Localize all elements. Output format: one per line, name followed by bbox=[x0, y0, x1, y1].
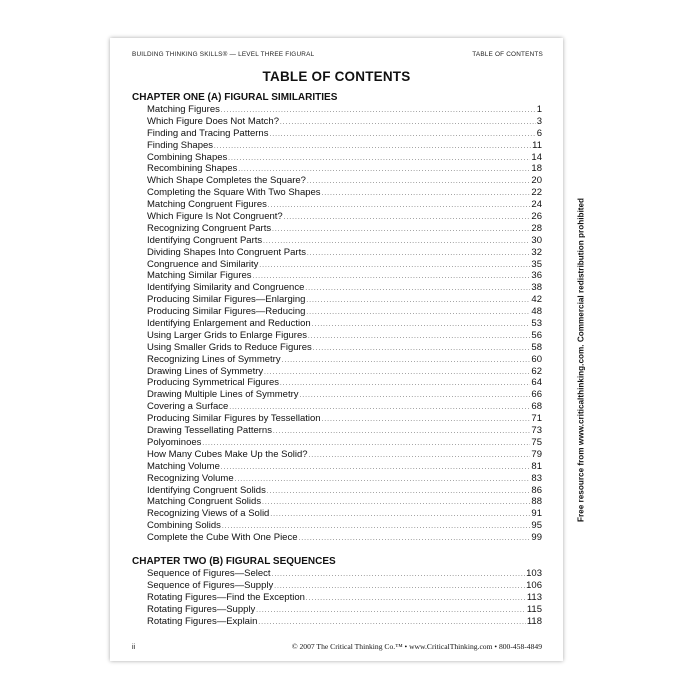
toc-entry-page: 103 bbox=[526, 568, 542, 579]
toc-entry-page: 79 bbox=[531, 448, 542, 460]
toc-entry-title: Matching Figures bbox=[147, 104, 220, 115]
dot-leader bbox=[299, 534, 531, 546]
toc-entry-title: Recognizing Volume bbox=[147, 472, 234, 484]
dot-leader bbox=[313, 344, 531, 356]
dot-leader bbox=[312, 320, 531, 332]
toc-entry bbox=[132, 532, 542, 544]
dot-leader bbox=[322, 189, 531, 201]
toc-entry bbox=[132, 354, 542, 366]
toc-entry-page: 3 bbox=[536, 115, 542, 127]
dot-leader bbox=[270, 510, 530, 522]
toc-entry-page: 28 bbox=[531, 222, 542, 234]
toc-entry-page: 71 bbox=[531, 413, 542, 425]
toc-entry-title: Which Figure Does Not Match? bbox=[147, 115, 279, 127]
toc-entry-title: Rotating Figures—Supply bbox=[147, 603, 256, 615]
toc-entry-title: How Many Cubes Make Up the Solid? bbox=[147, 448, 308, 460]
toc-entry-page: 32 bbox=[531, 246, 542, 258]
toc-entry-page: 18 bbox=[531, 163, 542, 175]
running-header bbox=[132, 51, 543, 58]
toc-entry-page: 73 bbox=[531, 425, 542, 437]
page-number: ii bbox=[132, 644, 136, 651]
toc-entry-page: 30 bbox=[531, 234, 542, 246]
toc-entry-title: Polyominoes bbox=[147, 436, 202, 448]
dot-leader bbox=[272, 570, 526, 582]
toc-entry-page: 36 bbox=[531, 270, 542, 282]
toc-entry bbox=[132, 401, 542, 413]
toc-entry-page: 115 bbox=[526, 603, 542, 615]
toc-entry-title: Drawing Multiple Lines of Symmetry bbox=[147, 389, 299, 401]
toc-entry-title: Sequence of Figures—Select bbox=[147, 568, 271, 579]
toc-entry bbox=[132, 377, 542, 389]
toc-entry-page: 118 bbox=[526, 615, 542, 627]
toc-entry-title: Combining Solids bbox=[147, 520, 221, 532]
toc-entry-title: Using Larger Grids to Enlarge Figures bbox=[147, 329, 307, 341]
toc-entry-title: Identifying Similarity and Congruence bbox=[147, 282, 305, 294]
toc-entry-title: Matching Congruent Solids bbox=[147, 496, 262, 508]
toc-entry-page: 88 bbox=[531, 496, 542, 508]
toc-entry-page: 64 bbox=[531, 377, 542, 389]
toc-entry-page: 22 bbox=[531, 187, 542, 199]
toc-entry bbox=[132, 342, 542, 354]
toc-entry-title: Producing Similar Figures by Tessellation bbox=[147, 413, 321, 425]
dot-leader bbox=[305, 284, 530, 296]
toc-entry-page: 91 bbox=[531, 508, 542, 520]
toc-entry bbox=[132, 235, 542, 247]
toc-entry bbox=[132, 175, 542, 187]
toc-entry-title: Matching Volume bbox=[147, 460, 220, 472]
toc-entry bbox=[132, 449, 542, 461]
toc-entry bbox=[132, 223, 542, 235]
toc-entry-page: 75 bbox=[531, 436, 542, 448]
toc-entry-page: 38 bbox=[531, 282, 542, 294]
toc-entry bbox=[132, 568, 542, 580]
toc-entry-title: Rotating Figures—Find the Exception bbox=[147, 591, 305, 603]
toc-entry-page: 35 bbox=[531, 258, 542, 270]
toc-entry bbox=[132, 152, 542, 164]
toc-entry-title: Covering a Surface bbox=[147, 401, 229, 413]
toc-entry-page: 1 bbox=[536, 104, 542, 115]
toc-entry-title: Which Shape Completes the Square? bbox=[147, 175, 306, 187]
toc-entry-page: 83 bbox=[531, 472, 542, 484]
toc-entry-page: 95 bbox=[531, 520, 542, 532]
dot-leader bbox=[307, 249, 530, 261]
dot-leader bbox=[284, 213, 531, 225]
toc-entry bbox=[132, 211, 542, 223]
toc-entry bbox=[132, 485, 542, 497]
dot-leader bbox=[214, 142, 531, 154]
toc-entry bbox=[132, 306, 542, 318]
toc-entry bbox=[132, 294, 542, 306]
running-header-right: TABLE OF CONTENTS bbox=[472, 51, 543, 58]
toc-entry bbox=[132, 425, 542, 437]
dot-leader bbox=[307, 177, 530, 189]
chapter-heading: CHAPTER ONE (A) FIGURAL SIMILARITIES bbox=[132, 92, 338, 103]
chapter-one-section bbox=[132, 91, 542, 544]
toc-entry-page: 14 bbox=[531, 151, 542, 163]
toc-entry-title: Using Smaller Grids to Reduce Figures bbox=[147, 341, 312, 353]
toc-entry bbox=[132, 461, 542, 473]
toc-entry bbox=[132, 247, 542, 259]
dot-leader bbox=[269, 130, 535, 142]
toc-entry-page: 53 bbox=[531, 318, 542, 330]
dot-leader bbox=[258, 618, 525, 630]
toc-entry-title: Drawing Tessellating Patterns bbox=[147, 425, 272, 437]
toc-entry-page: 58 bbox=[531, 341, 542, 353]
dot-leader bbox=[322, 415, 531, 427]
toc-entry-title: Combining Shapes bbox=[147, 151, 228, 163]
toc-entry-title: Recombining Shapes bbox=[147, 163, 238, 175]
dot-leader bbox=[300, 391, 531, 403]
toc-entry bbox=[132, 104, 542, 116]
dot-leader bbox=[274, 582, 525, 594]
toc-entry bbox=[132, 437, 542, 449]
toc-entry-title: Congruence and Similarity bbox=[147, 258, 259, 270]
dot-leader bbox=[308, 332, 530, 344]
toc-entry-title: Identifying Enlargement and Reduction bbox=[147, 318, 311, 330]
toc-entry bbox=[132, 616, 542, 628]
dot-leader bbox=[306, 594, 526, 606]
toc-entry bbox=[132, 508, 542, 520]
toc-entry bbox=[132, 163, 542, 175]
toc-entry bbox=[132, 128, 542, 140]
toc-entry bbox=[132, 580, 542, 592]
toc-entry bbox=[132, 140, 542, 152]
toc-entry bbox=[132, 187, 542, 199]
toc-entry-page: 42 bbox=[531, 294, 542, 306]
toc-entry-page: 99 bbox=[531, 532, 542, 544]
toc-entry-page: 81 bbox=[531, 460, 542, 472]
toc-entry-title: Identifying Congruent Parts bbox=[147, 234, 263, 246]
toc-entry-page: 106 bbox=[526, 579, 542, 591]
toc-entry-title: Matching Similar Figures bbox=[147, 270, 252, 282]
toc-entry-title: Sequence of Figures—Supply bbox=[147, 579, 274, 591]
chapter-heading: CHAPTER TWO (B) FIGURAL SEQUENCES bbox=[132, 556, 336, 567]
toc-entry-page: 26 bbox=[531, 211, 542, 223]
toc-entry-page: 113 bbox=[526, 591, 542, 603]
toc-entry-title: Rotating Figures—Explain bbox=[147, 615, 258, 627]
running-header-left: BUILDING THINKING SKILLS® — LEVEL THREE FIGURAL bbox=[132, 51, 315, 58]
toc-entry-title: Producing Similar Figures—Reducing bbox=[147, 306, 306, 318]
toc-entry-page: 24 bbox=[531, 199, 542, 211]
toc-entry bbox=[132, 389, 542, 401]
dot-leader bbox=[272, 225, 530, 237]
chapter-two-section bbox=[132, 555, 542, 627]
toc-entry bbox=[132, 330, 542, 342]
toc-entry bbox=[132, 520, 542, 532]
dot-leader bbox=[221, 463, 531, 475]
toc-entry-title: Recognizing Views of a Solid bbox=[147, 508, 270, 520]
toc-entry bbox=[132, 592, 542, 604]
toc-entry-title: Finding Shapes bbox=[147, 139, 214, 151]
toc-entry bbox=[132, 473, 542, 485]
toc-entry-page: 86 bbox=[531, 484, 542, 496]
redistribution-notice: Free resource from www.criticalthinking.com. Commercial redistribution prohibited bbox=[576, 197, 586, 523]
dot-leader bbox=[306, 296, 530, 308]
toc-entry bbox=[132, 318, 542, 330]
toc-entry-page: 66 bbox=[531, 389, 542, 401]
toc-entry-title: Completing the Square With Two Shapes bbox=[147, 187, 321, 199]
toc-entry bbox=[132, 199, 542, 211]
dot-leader bbox=[264, 368, 530, 380]
toc-entry-title: Producing Symmetrical Figures bbox=[147, 377, 279, 389]
dot-leader bbox=[228, 154, 530, 166]
toc-entry bbox=[132, 413, 542, 425]
toc-entry-page: 48 bbox=[531, 306, 542, 318]
dot-leader bbox=[262, 498, 530, 510]
dot-leader bbox=[267, 487, 531, 499]
dot-leader bbox=[259, 261, 530, 273]
dot-leader bbox=[273, 427, 530, 439]
dot-leader bbox=[282, 356, 531, 368]
toc-entry-page: 11 bbox=[532, 139, 542, 151]
toc-entry-title: Complete the Cube With One Piece bbox=[147, 532, 298, 544]
toc-entry bbox=[132, 604, 542, 616]
dot-leader bbox=[268, 201, 531, 213]
toc-entry-page: 6 bbox=[536, 127, 542, 139]
toc-entry-title: Producing Similar Figures—Enlarging bbox=[147, 294, 306, 306]
dot-leader bbox=[309, 451, 531, 463]
toc-entry-title: Finding and Tracing Patterns bbox=[147, 127, 269, 139]
copyright-footer: © 2007 The Critical Thinking Co.™ • www.CriticalThinking.com • 800-458-4849 bbox=[291, 642, 542, 651]
toc-entry-page: 56 bbox=[531, 329, 542, 341]
toc-entry-title: Identifying Congruent Solids bbox=[147, 484, 266, 496]
toc-entry-title: Drawing Lines of Symmetry bbox=[147, 365, 264, 377]
toc-entry-page: 20 bbox=[531, 175, 542, 187]
toc-entry bbox=[132, 259, 542, 271]
dot-leader bbox=[280, 118, 536, 130]
dot-leader bbox=[235, 475, 531, 487]
toc-entry-title: Which Figure Is Not Congruent? bbox=[147, 211, 283, 223]
toc-entry bbox=[132, 496, 542, 508]
page-title: TABLE OF CONTENTS bbox=[262, 69, 411, 84]
toc-entry bbox=[132, 116, 542, 128]
toc-entry-page: 68 bbox=[531, 401, 542, 413]
toc-entry bbox=[132, 282, 542, 294]
document-page bbox=[110, 38, 563, 661]
dot-leader bbox=[280, 379, 530, 391]
toc-entry-title: Dividing Shapes Into Congruent Parts bbox=[147, 246, 306, 258]
dot-leader bbox=[306, 308, 530, 320]
toc-entry-title: Recognizing Congruent Parts bbox=[147, 222, 272, 234]
toc-entry-title: Matching Congruent Figures bbox=[147, 199, 267, 211]
toc-entry-title: Recognizing Lines of Symmetry bbox=[147, 353, 281, 365]
dot-leader bbox=[256, 606, 526, 618]
toc-entry bbox=[132, 270, 542, 282]
toc-entry bbox=[132, 366, 542, 378]
toc-entry-page: 62 bbox=[531, 365, 542, 377]
toc-entry-page: 60 bbox=[531, 353, 542, 365]
